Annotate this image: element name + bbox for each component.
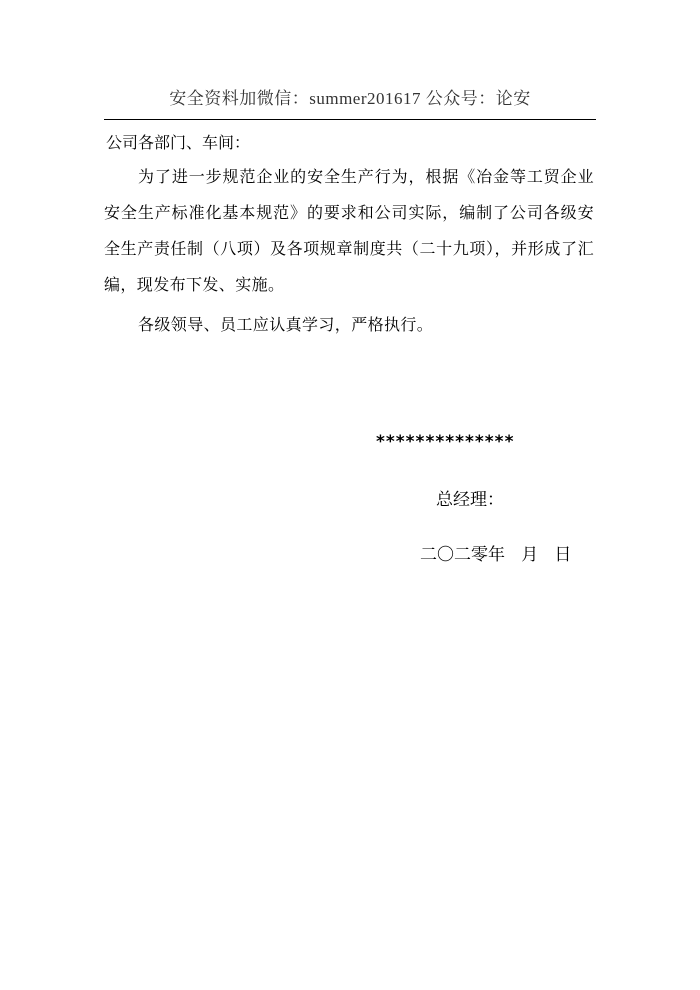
body-paragraph-1: 为了进一步规范企业的安全生产行为，根据《冶金等工贸企业安全生产标准化基本规范》的要求和公司实际，编制了公司各级安全生产责任制（八项）及各项规章制度共（二十九项），并形成了汇编，现发布下发、实施。 <box>104 167 594 294</box>
company-name-placeholder: ************** <box>376 432 515 452</box>
signer-title: 总经理： <box>436 490 504 510</box>
body-paragraph-2: 各级领导、员工应认真学习，严格执行。 <box>138 315 434 334</box>
issue-date: 二〇二零年 月 日 <box>420 545 572 565</box>
watermark-header: 安全资料加微信：summer201617 公众号：论安 <box>169 89 531 108</box>
header-divider <box>104 119 596 120</box>
salutation: 公司各部门、车间： <box>106 133 251 152</box>
